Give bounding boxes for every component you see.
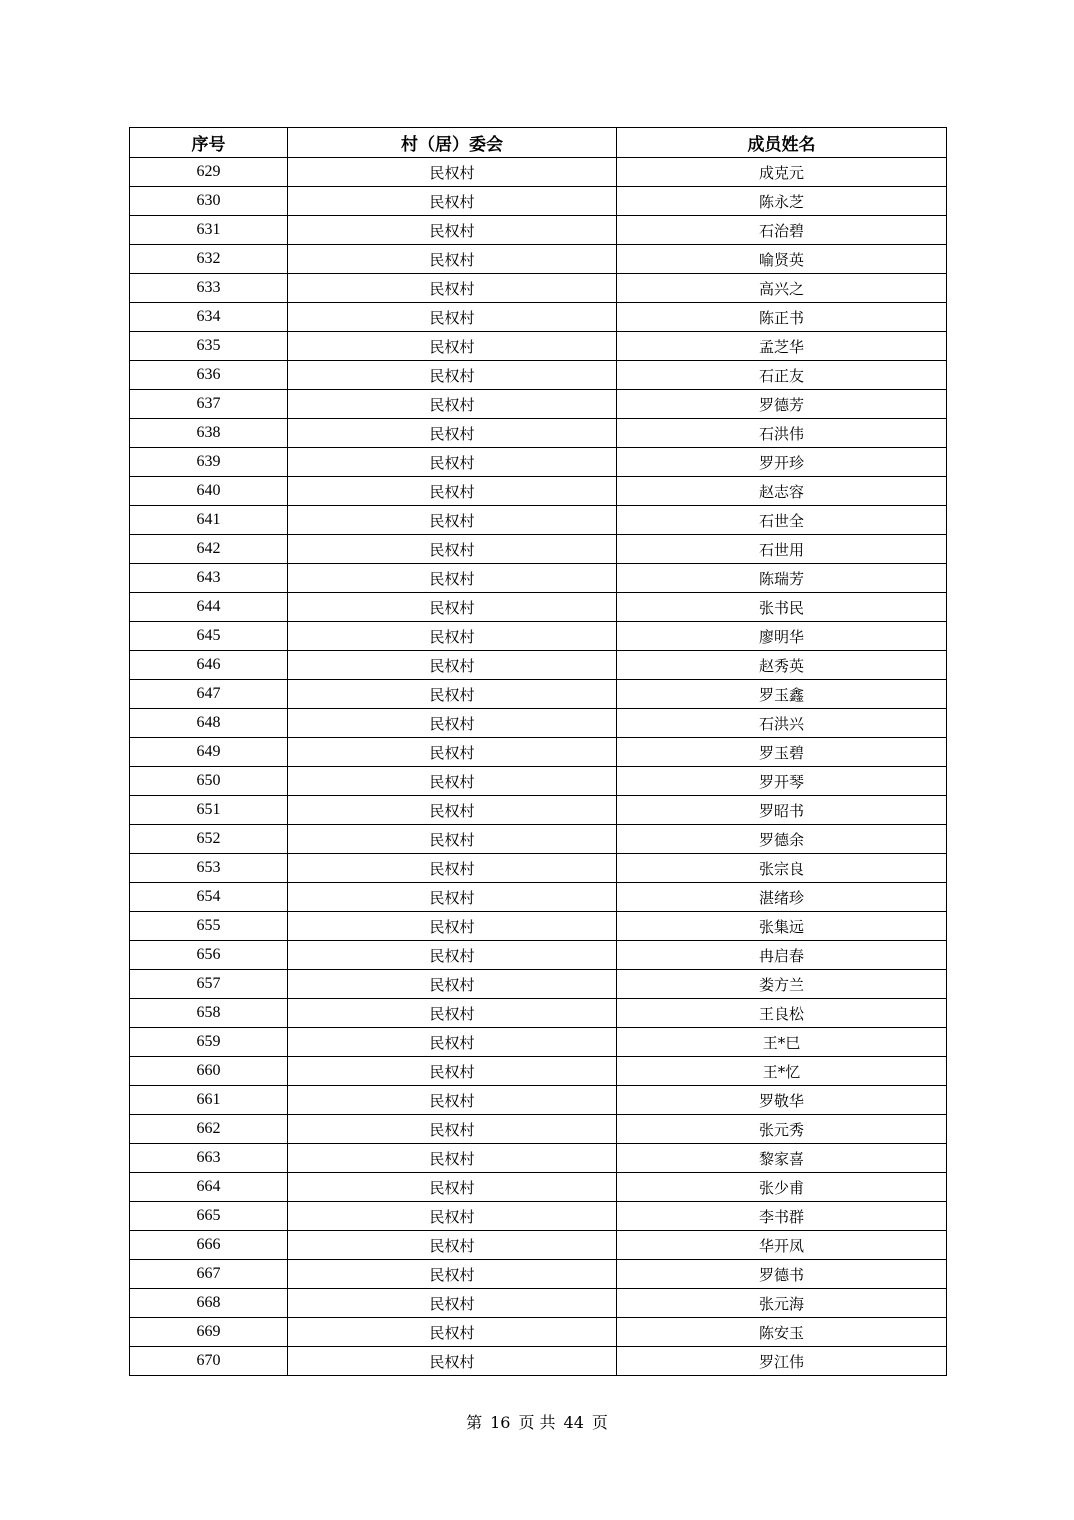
header-row: [130, 128, 947, 158]
table-row: [130, 1347, 947, 1376]
table-row: [130, 767, 947, 796]
header-village-committee: 村（居）委会: [288, 128, 617, 158]
cell-serial-number: 652: [130, 825, 288, 854]
cell-serial-number: 653: [130, 854, 288, 883]
table-row: [130, 1260, 947, 1289]
cell-serial-number: 668: [130, 1289, 288, 1318]
cell-member-name: 石洪兴: [617, 709, 947, 738]
cell-member-name: 石正友: [617, 361, 947, 390]
cell-member-name: 娄方兰: [617, 970, 947, 999]
cell-village-committee: 民权村: [288, 1057, 617, 1086]
table-row: [130, 1057, 947, 1086]
cell-village-committee: 民权村: [288, 1289, 617, 1318]
cell-serial-number: 669: [130, 1318, 288, 1347]
page-footer: [0, 1410, 1074, 1433]
cell-serial-number: 635: [130, 332, 288, 361]
table-row: [130, 1086, 947, 1115]
cell-member-name: 罗江伟: [617, 1347, 947, 1376]
cell-serial-number: 655: [130, 912, 288, 941]
cell-village-committee: 民权村: [288, 1173, 617, 1202]
member-table-container: [129, 127, 946, 1376]
cell-village-committee: 民权村: [288, 390, 617, 419]
cell-village-committee: 民权村: [288, 883, 617, 912]
cell-village-committee: 民权村: [288, 999, 617, 1028]
cell-member-name: 喻贤英: [617, 245, 947, 274]
cell-member-name: 廖明华: [617, 622, 947, 651]
cell-village-committee: 民权村: [288, 535, 617, 564]
table-row: [130, 245, 947, 274]
table-row: [130, 332, 947, 361]
footer-current-page: 16: [490, 1413, 511, 1432]
cell-village-committee: 民权村: [288, 477, 617, 506]
table-row: [130, 854, 947, 883]
cell-member-name: 湛绪珍: [617, 883, 947, 912]
table-row: [130, 1173, 947, 1202]
cell-village-committee: 民权村: [288, 274, 617, 303]
cell-serial-number: 647: [130, 680, 288, 709]
cell-serial-number: 670: [130, 1347, 288, 1376]
cell-member-name: 石世用: [617, 535, 947, 564]
cell-village-committee: 民权村: [288, 593, 617, 622]
table-row: [130, 506, 947, 535]
table-row: [130, 216, 947, 245]
cell-serial-number: 642: [130, 535, 288, 564]
cell-serial-number: 665: [130, 1202, 288, 1231]
table-row: [130, 303, 947, 332]
cell-serial-number: 632: [130, 245, 288, 274]
cell-village-committee: 民权村: [288, 419, 617, 448]
cell-serial-number: 662: [130, 1115, 288, 1144]
table-body: [130, 158, 947, 1376]
cell-member-name: 张少甫: [617, 1173, 947, 1202]
cell-member-name: 冉启春: [617, 941, 947, 970]
cell-village-committee: 民权村: [288, 332, 617, 361]
cell-serial-number: 646: [130, 651, 288, 680]
cell-member-name: 王良松: [617, 999, 947, 1028]
table-row: [130, 912, 947, 941]
table-row: [130, 1144, 947, 1173]
cell-serial-number: 667: [130, 1260, 288, 1289]
cell-village-committee: 民权村: [288, 448, 617, 477]
cell-member-name: 罗玉鑫: [617, 680, 947, 709]
cell-member-name: 张集远: [617, 912, 947, 941]
member-table: [129, 127, 947, 1376]
footer-total-pages: 44: [563, 1413, 584, 1432]
cell-village-committee: 民权村: [288, 216, 617, 245]
cell-village-committee: 民权村: [288, 1202, 617, 1231]
table-row: [130, 622, 947, 651]
cell-member-name: 王*巳: [617, 1028, 947, 1057]
cell-village-committee: 民权村: [288, 796, 617, 825]
table-row: [130, 883, 947, 912]
cell-member-name: 石洪伟: [617, 419, 947, 448]
table-row: [130, 158, 947, 187]
cell-member-name: 陈永芝: [617, 187, 947, 216]
cell-serial-number: 639: [130, 448, 288, 477]
cell-village-committee: 民权村: [288, 825, 617, 854]
cell-village-committee: 民权村: [288, 158, 617, 187]
table-row: [130, 680, 947, 709]
cell-member-name: 石治碧: [617, 216, 947, 245]
cell-serial-number: 663: [130, 1144, 288, 1173]
cell-serial-number: 643: [130, 564, 288, 593]
cell-village-committee: 民权村: [288, 680, 617, 709]
footer-suffix: 页: [591, 1413, 608, 1432]
cell-village-committee: 民权村: [288, 1028, 617, 1057]
cell-serial-number: 658: [130, 999, 288, 1028]
table-row: [130, 187, 947, 216]
cell-serial-number: 661: [130, 1086, 288, 1115]
cell-member-name: 张元海: [617, 1289, 947, 1318]
cell-member-name: 赵志容: [617, 477, 947, 506]
cell-village-committee: 民权村: [288, 651, 617, 680]
cell-village-committee: 民权村: [288, 941, 617, 970]
cell-member-name: 高兴之: [617, 274, 947, 303]
cell-member-name: 罗敬华: [617, 1086, 947, 1115]
cell-member-name: 罗德芳: [617, 390, 947, 419]
cell-serial-number: 648: [130, 709, 288, 738]
cell-village-committee: 民权村: [288, 245, 617, 274]
cell-village-committee: 民权村: [288, 506, 617, 535]
table-row: [130, 1289, 947, 1318]
cell-serial-number: 633: [130, 274, 288, 303]
cell-village-committee: 民权村: [288, 1260, 617, 1289]
table-row: [130, 535, 947, 564]
cell-serial-number: 650: [130, 767, 288, 796]
header-member-name: 成员姓名: [617, 128, 947, 158]
cell-serial-number: 629: [130, 158, 288, 187]
cell-village-committee: 民权村: [288, 970, 617, 999]
cell-village-committee: 民权村: [288, 303, 617, 332]
cell-village-committee: 民权村: [288, 738, 617, 767]
header-serial-number: 序号: [130, 128, 288, 158]
table-row: [130, 419, 947, 448]
cell-member-name: 华开凤: [617, 1231, 947, 1260]
table-row: [130, 1115, 947, 1144]
cell-village-committee: 民权村: [288, 622, 617, 651]
cell-member-name: 孟芝华: [617, 332, 947, 361]
cell-serial-number: 660: [130, 1057, 288, 1086]
cell-member-name: 石世全: [617, 506, 947, 535]
cell-village-committee: 民权村: [288, 1318, 617, 1347]
cell-serial-number: 631: [130, 216, 288, 245]
cell-member-name: 成克元: [617, 158, 947, 187]
table-row: [130, 1028, 947, 1057]
table-row: [130, 477, 947, 506]
table-row: [130, 999, 947, 1028]
table-row: [130, 593, 947, 622]
cell-member-name: 罗开珍: [617, 448, 947, 477]
cell-village-committee: 民权村: [288, 1144, 617, 1173]
cell-village-committee: 民权村: [288, 1231, 617, 1260]
table-row: [130, 1318, 947, 1347]
table-row: [130, 448, 947, 477]
cell-serial-number: 641: [130, 506, 288, 535]
cell-serial-number: 666: [130, 1231, 288, 1260]
cell-serial-number: 640: [130, 477, 288, 506]
cell-serial-number: 664: [130, 1173, 288, 1202]
cell-serial-number: 637: [130, 390, 288, 419]
cell-serial-number: 636: [130, 361, 288, 390]
table-row: [130, 825, 947, 854]
cell-serial-number: 630: [130, 187, 288, 216]
footer-prefix: 第: [466, 1413, 483, 1432]
cell-village-committee: 民权村: [288, 1115, 617, 1144]
cell-village-committee: 民权村: [288, 1086, 617, 1115]
cell-serial-number: 654: [130, 883, 288, 912]
table-row: [130, 651, 947, 680]
cell-village-committee: 民权村: [288, 912, 617, 941]
cell-member-name: 黎家喜: [617, 1144, 947, 1173]
cell-member-name: 李书群: [617, 1202, 947, 1231]
cell-village-committee: 民权村: [288, 361, 617, 390]
cell-village-committee: 民权村: [288, 854, 617, 883]
cell-member-name: 张书民: [617, 593, 947, 622]
table-row: [130, 709, 947, 738]
cell-village-committee: 民权村: [288, 767, 617, 796]
cell-member-name: 罗德书: [617, 1260, 947, 1289]
table-row: [130, 361, 947, 390]
cell-village-committee: 民权村: [288, 1347, 617, 1376]
cell-member-name: 陈瑞芳: [617, 564, 947, 593]
table-row: [130, 796, 947, 825]
footer-middle: 页 共: [518, 1413, 556, 1432]
table-row: [130, 1231, 947, 1260]
cell-member-name: 张宗良: [617, 854, 947, 883]
table-row: [130, 738, 947, 767]
table-row: [130, 390, 947, 419]
cell-member-name: 赵秀英: [617, 651, 947, 680]
table-row: [130, 274, 947, 303]
cell-member-name: 王*忆: [617, 1057, 947, 1086]
table-row: [130, 564, 947, 593]
cell-member-name: 罗玉碧: [617, 738, 947, 767]
cell-village-committee: 民权村: [288, 709, 617, 738]
cell-member-name: 罗开琴: [617, 767, 947, 796]
cell-village-committee: 民权村: [288, 187, 617, 216]
cell-serial-number: 651: [130, 796, 288, 825]
cell-member-name: 陈安玉: [617, 1318, 947, 1347]
table-row: [130, 941, 947, 970]
cell-member-name: 罗昭书: [617, 796, 947, 825]
cell-serial-number: 649: [130, 738, 288, 767]
cell-serial-number: 656: [130, 941, 288, 970]
table-row: [130, 970, 947, 999]
table-row: [130, 1202, 947, 1231]
cell-village-committee: 民权村: [288, 564, 617, 593]
cell-serial-number: 638: [130, 419, 288, 448]
cell-member-name: 罗德余: [617, 825, 947, 854]
cell-member-name: 陈正书: [617, 303, 947, 332]
cell-serial-number: 657: [130, 970, 288, 999]
cell-serial-number: 645: [130, 622, 288, 651]
table-header: [130, 128, 947, 158]
cell-serial-number: 659: [130, 1028, 288, 1057]
cell-serial-number: 634: [130, 303, 288, 332]
cell-serial-number: 644: [130, 593, 288, 622]
cell-member-name: 张元秀: [617, 1115, 947, 1144]
